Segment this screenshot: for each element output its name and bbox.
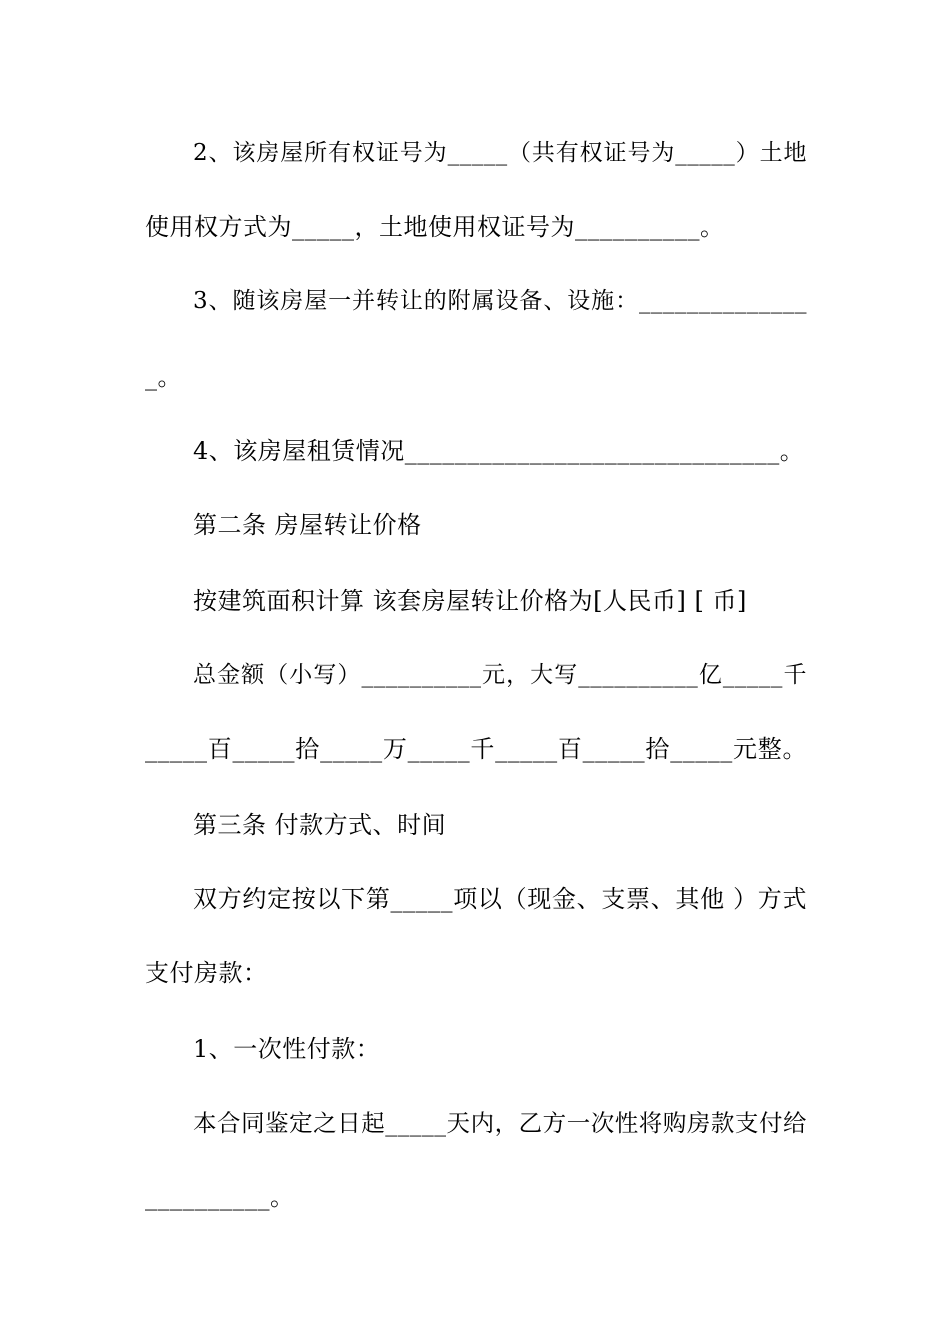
- paragraph-line-payment-method: 双方约定按以下第_____项以（现金、支票、其他 ）方式: [193, 885, 807, 913]
- paragraph-line-facilities: 3、随该房屋一并转让的附属设备、设施：______________: [193, 288, 807, 314]
- paragraph-line-ownership-cert: 2、该房屋所有权证号为_____（共有权证号为_____）土地: [193, 140, 807, 166]
- paragraph-line-lease: 4、该房屋租赁情况______________________________。: [193, 437, 805, 465]
- paragraph-line-price-basis: 按建筑面积计算 该套房屋转让价格为[人民币] [ 币]: [193, 587, 747, 615]
- paragraph-line-lump-sum-end: __________。: [145, 1183, 295, 1211]
- paragraph-line-facilities-end: _。: [145, 363, 182, 391]
- paragraph-line-amount-words: _____百_____拾_____万_____千_____百_____拾_____元整。: [145, 735, 807, 763]
- section-heading-price: 第二条 房屋转让价格: [193, 511, 422, 539]
- paragraph-line-total-amount: 总金额（小写）__________元，大写__________亿_____千: [193, 662, 807, 688]
- section-heading-payment: 第三条 付款方式、时间: [193, 811, 447, 839]
- subheading-lump-sum: 1、一次性付款：: [193, 1035, 381, 1063]
- paragraph-line-payment-method-end: 支付房款：: [145, 959, 268, 987]
- paragraph-line-lump-sum: 本合同鉴定之日起_____天内，乙方一次性将购房款支付给: [193, 1109, 807, 1137]
- paragraph-line-land-use: 使用权方式为_____，土地使用权证号为__________。: [145, 213, 725, 241]
